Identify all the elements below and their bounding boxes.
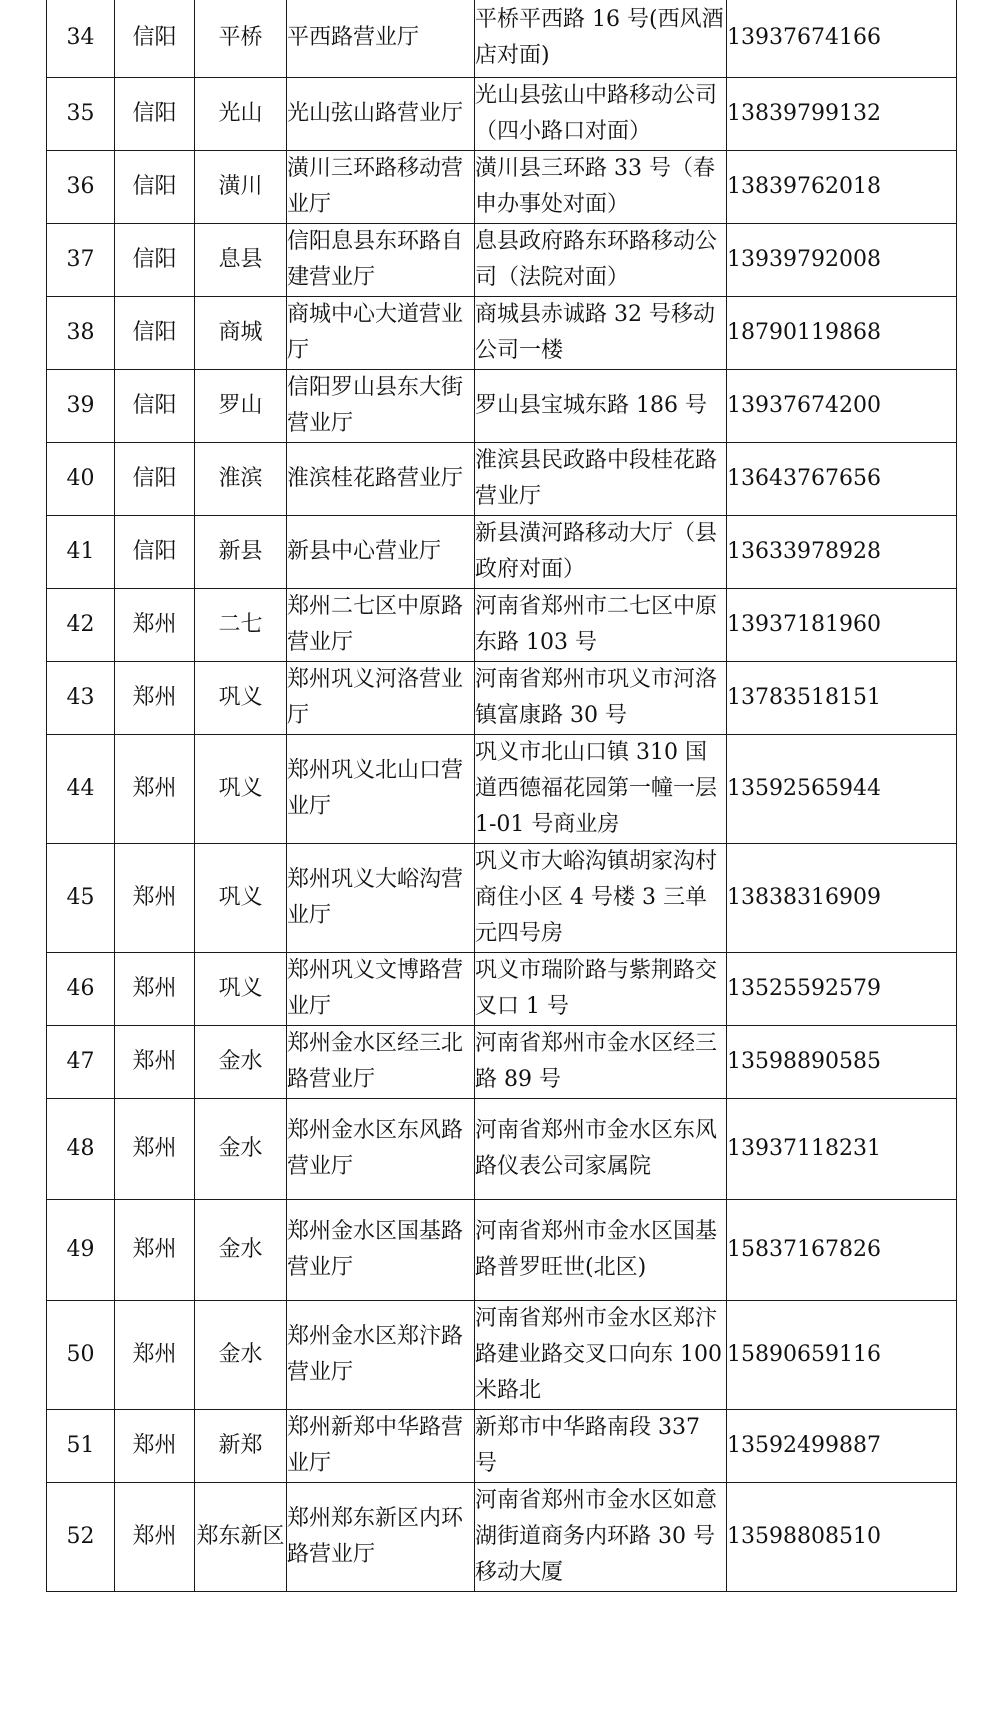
store-number: 42 (47, 588, 115, 661)
store-phone: 13643767656 (727, 442, 957, 515)
store-phone: 13937118231 (727, 1098, 957, 1199)
store-phone: 13598808510 (727, 1482, 957, 1591)
city-name: 郑州 (115, 588, 195, 661)
store-name: 信阳息县东环路自建营业厅 (287, 223, 475, 296)
store-address: 罗山县宝城东路 186 号 (475, 369, 727, 442)
store-number: 38 (47, 296, 115, 369)
store-number: 35 (47, 77, 115, 150)
store-number: 40 (47, 442, 115, 515)
table-row (47, 952, 957, 1025)
county-name: 新县 (195, 515, 287, 588)
city-name: 信阳 (115, 0, 195, 77)
table-body (47, 0, 957, 1591)
city-name: 信阳 (115, 223, 195, 296)
store-address: 河南省郑州市金水区如意湖街道商务内环路 30 号移动大厦 (475, 1482, 727, 1591)
store-number: 41 (47, 515, 115, 588)
county-name: 潢川 (195, 150, 287, 223)
county-name: 金水 (195, 1098, 287, 1199)
city-name: 郑州 (115, 1098, 195, 1199)
store-table (46, 0, 957, 1592)
city-name: 郑州 (115, 1409, 195, 1482)
county-name: 息县 (195, 223, 287, 296)
store-address: 商城县赤诚路 32 号移动公司一楼 (475, 296, 727, 369)
county-name: 巩义 (195, 734, 287, 843)
store-address: 息县政府路东环路移动公司（法院对面） (475, 223, 727, 296)
store-address: 河南省郑州市金水区郑汴路建业路交叉口向东 100 米路北 (475, 1300, 727, 1409)
store-address: 巩义市北山口镇 310 国道西德福花园第一幢一层 1-01 号商业房 (475, 734, 727, 843)
store-phone: 13937674166 (727, 0, 957, 77)
store-phone: 13525592579 (727, 952, 957, 1025)
county-name: 巩义 (195, 843, 287, 952)
city-name: 信阳 (115, 369, 195, 442)
county-name: 二七 (195, 588, 287, 661)
city-name: 郑州 (115, 734, 195, 843)
store-name: 平西路营业厅 (287, 0, 475, 77)
store-address: 巩义市大峪沟镇胡家沟村商住小区 4 号楼 3 三单元四号房 (475, 843, 727, 952)
store-address: 新县潢河路移动大厅（县政府对面） (475, 515, 727, 588)
table-row (47, 1098, 957, 1199)
store-number: 34 (47, 0, 115, 77)
city-name: 郑州 (115, 952, 195, 1025)
store-number: 47 (47, 1025, 115, 1098)
store-name: 郑州巩义河洛营业厅 (287, 661, 475, 734)
store-address: 淮滨县民政路中段桂花路营业厅 (475, 442, 727, 515)
store-phone: 13592499887 (727, 1409, 957, 1482)
table-row (47, 1199, 957, 1300)
store-address: 潢川县三环路 33 号（春申办事处对面） (475, 150, 727, 223)
store-name: 郑州金水区郑汴路营业厅 (287, 1300, 475, 1409)
county-name: 巩义 (195, 661, 287, 734)
store-number: 52 (47, 1482, 115, 1591)
city-name: 信阳 (115, 296, 195, 369)
table-row (47, 734, 957, 843)
city-name: 郑州 (115, 1199, 195, 1300)
store-name: 光山弦山路营业厅 (287, 77, 475, 150)
store-name: 新县中心营业厅 (287, 515, 475, 588)
store-address: 光山县弦山中路移动公司（四小路口对面） (475, 77, 727, 150)
store-number: 36 (47, 150, 115, 223)
city-name: 信阳 (115, 150, 195, 223)
table-row (47, 77, 957, 150)
store-phone: 13783518151 (727, 661, 957, 734)
store-phone: 15837167826 (727, 1199, 957, 1300)
county-name: 金水 (195, 1025, 287, 1098)
table-row (47, 1409, 957, 1482)
store-phone: 13598890585 (727, 1025, 957, 1098)
county-name: 巩义 (195, 952, 287, 1025)
store-number: 45 (47, 843, 115, 952)
store-address: 新郑市中华路南段 337 号 (475, 1409, 727, 1482)
store-number: 44 (47, 734, 115, 843)
store-name: 郑州巩义文博路营业厅 (287, 952, 475, 1025)
city-name: 郑州 (115, 661, 195, 734)
county-name: 淮滨 (195, 442, 287, 515)
city-name: 郑州 (115, 843, 195, 952)
table-row (47, 0, 957, 77)
table-row (47, 223, 957, 296)
store-name: 郑州金水区经三北路营业厅 (287, 1025, 475, 1098)
store-phone: 13838316909 (727, 843, 957, 952)
store-address: 巩义市瑞阶路与紫荆路交叉口 1 号 (475, 952, 727, 1025)
city-name: 郑州 (115, 1300, 195, 1409)
county-name: 金水 (195, 1199, 287, 1300)
store-name: 郑州巩义北山口营业厅 (287, 734, 475, 843)
store-phone: 13939792008 (727, 223, 957, 296)
store-number: 46 (47, 952, 115, 1025)
county-name: 金水 (195, 1300, 287, 1409)
store-phone: 15890659116 (727, 1300, 957, 1409)
store-name: 郑州金水区国基路营业厅 (287, 1199, 475, 1300)
store-name: 淮滨桂花路营业厅 (287, 442, 475, 515)
table-row (47, 1025, 957, 1098)
county-name: 商城 (195, 296, 287, 369)
store-phone: 13839799132 (727, 77, 957, 150)
store-name: 郑州二七区中原路营业厅 (287, 588, 475, 661)
city-name: 郑州 (115, 1482, 195, 1591)
store-phone: 13937674200 (727, 369, 957, 442)
city-name: 信阳 (115, 77, 195, 150)
store-phone: 18790119868 (727, 296, 957, 369)
table-row (47, 661, 957, 734)
table-row (47, 442, 957, 515)
store-number: 51 (47, 1409, 115, 1482)
store-phone: 13937181960 (727, 588, 957, 661)
store-number: 50 (47, 1300, 115, 1409)
table-row (47, 843, 957, 952)
table-row (47, 150, 957, 223)
store-number: 49 (47, 1199, 115, 1300)
county-name: 罗山 (195, 369, 287, 442)
table-row (47, 515, 957, 588)
store-address: 平桥平西路 16 号(西风酒店对面) (475, 0, 727, 77)
table-row (47, 1482, 957, 1591)
table-row (47, 369, 957, 442)
store-name: 郑州巩义大峪沟营业厅 (287, 843, 475, 952)
store-name: 信阳罗山县东大街营业厅 (287, 369, 475, 442)
county-name: 新郑 (195, 1409, 287, 1482)
store-name: 郑州金水区东风路营业厅 (287, 1098, 475, 1199)
store-name: 郑州郑东新区内环路营业厅 (287, 1482, 475, 1591)
store-name: 潢川三环路移动营业厅 (287, 150, 475, 223)
store-address: 河南省郑州市金水区国基路普罗旺世(北区) (475, 1199, 727, 1300)
table-row (47, 296, 957, 369)
table-row (47, 588, 957, 661)
store-phone: 13592565944 (727, 734, 957, 843)
store-address: 河南省郑州市二七区中原东路 103 号 (475, 588, 727, 661)
county-name: 郑东新区 (195, 1482, 287, 1591)
store-phone: 13839762018 (727, 150, 957, 223)
table-row (47, 1300, 957, 1409)
store-number: 48 (47, 1098, 115, 1199)
county-name: 平桥 (195, 0, 287, 77)
city-name: 信阳 (115, 515, 195, 588)
store-address: 河南省郑州市金水区经三路 89 号 (475, 1025, 727, 1098)
store-address: 河南省郑州市金水区东风路仪表公司家属院 (475, 1098, 727, 1199)
store-number: 39 (47, 369, 115, 442)
store-number: 37 (47, 223, 115, 296)
city-name: 信阳 (115, 442, 195, 515)
store-number: 43 (47, 661, 115, 734)
store-name: 郑州新郑中华路营业厅 (287, 1409, 475, 1482)
store-phone: 13633978928 (727, 515, 957, 588)
store-name: 商城中心大道营业厅 (287, 296, 475, 369)
store-address: 河南省郑州市巩义市河洛镇富康路 30 号 (475, 661, 727, 734)
city-name: 郑州 (115, 1025, 195, 1098)
county-name: 光山 (195, 77, 287, 150)
